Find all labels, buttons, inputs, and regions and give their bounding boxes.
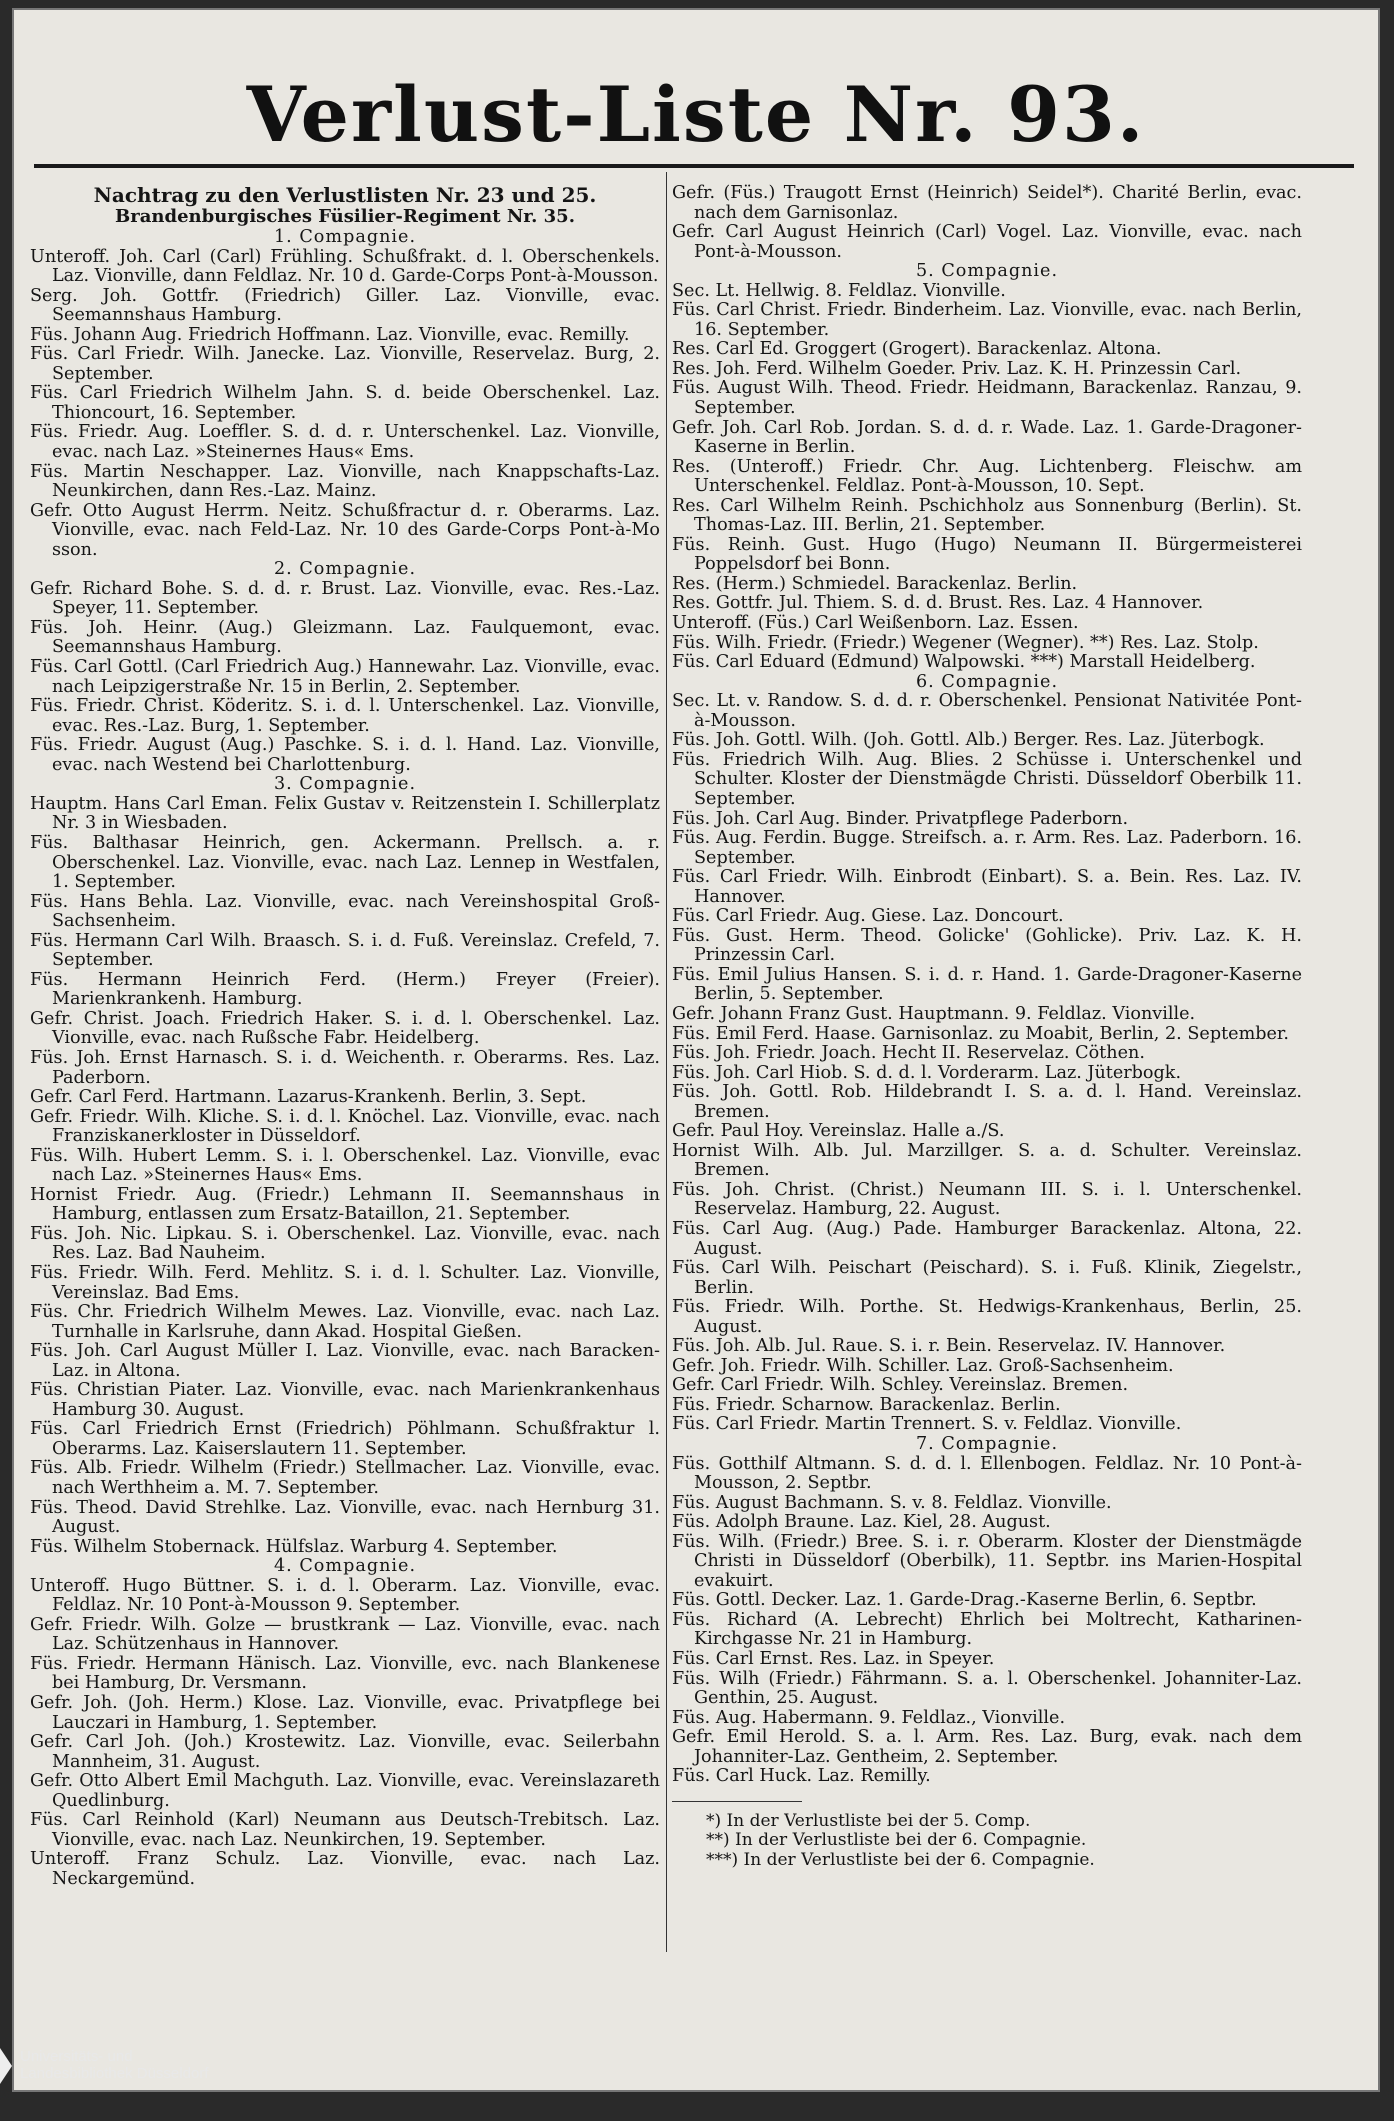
casualty-entry: Füs. Wilh. Friedr. (Friedr.) Wegener (Wegner). **) Res. Laz. Stolp. — [672, 632, 1259, 653]
casualty-entry: Gefr. Friedr. Wilh. Kliche. S. i. d. l. Knöchel. Laz. Vionville, evac. nach Franziskanerkloster in Düsseldorf. — [30, 1106, 660, 1147]
casualty-entry: Gefr. Joh. Carl Rob. Jordan. S. d. d. r. Wade. Laz. 1. Garde-Dragoner-Kaserne in Berlin. — [672, 417, 1302, 458]
casualty-entry: Füs. Hans Behla. Laz. Vionville, evac. nach Vereinshospital Groß-Sachsenheim. — [30, 891, 660, 932]
casualty-entry: Füs. Friedr. Scharnow. Barackenlaz. Berlin. — [672, 1394, 1061, 1415]
casualty-entry: Res. (Herm.) Schmiedel. Barackenlaz. Berlin. — [672, 573, 1078, 594]
casualty-entry: Füs. Balthasar Heinrich, gen. Ackermann. Prellsch. a. r. Oberschenkel. Laz. Vionville, evac. nach Laz. Lennep in Westfalen, 1. September. — [30, 832, 660, 893]
casualty-entry: Gefr. Carl Friedr. Wilh. Schley. Vereinslaz. Bremen. — [672, 1375, 1129, 1396]
casualty-entry: Füs. Carl Friedr. Aug. Giese. Laz. Doncourt. — [672, 906, 1064, 927]
casualty-entry: Füs. Theod. David Strehlke. Laz. Vionville, evac. nach Hernburg 31. August. — [30, 1497, 660, 1538]
casualty-entry: Füs. August Bachmann. S. v. 8. Feldlaz. Vionville. — [672, 1492, 1112, 1513]
casualty-entry: Gefr. (Füs.) Traugott Ernst (Heinrich) Seidel*). Charité Berlin, evac. nach dem Garnisonlaz. — [672, 183, 1302, 223]
casualty-entry: Gefr. Carl August Heinrich (Carl) Vogel. Laz. Vionville, evac. nach Pont-à-Mousson. — [672, 222, 1302, 262]
company-heading: 2. Compagnie. — [273, 559, 417, 580]
casualty-entry: Füs. Wilhelm Stobernack. Hülfslaz. Warburg 4. September. — [30, 1536, 558, 1557]
casualty-entry: Füs. Adolph Braune. Laz. Kiel, 28. August. — [672, 1512, 1051, 1533]
casualty-entry: Gefr. Joh. Friedr. Wilh. Schiller. Laz. Groß-Sachsenheim. — [672, 1355, 1174, 1376]
casualty-entry: Füs. Emil Julius Hansen. S. i. d. r. Hand. 1. Garde-Dragoner-Kaserne Berlin, 5. September. — [672, 964, 1302, 1005]
casualty-entry: Gefr. Friedr. Wilh. Golze — brustkrank — Laz. Vionville, evac. nach Laz. Schützenhaus in Hannover. — [30, 1614, 660, 1655]
footnote: **) In der Verlustliste bei der 6. Compagnie. — [706, 1830, 1087, 1851]
company-heading: 5. Compagnie. — [915, 261, 1059, 282]
stamp-line-1: Universitäts- und — [20, 2048, 133, 2065]
casualty-entry: Füs. Hermann Heinrich Ferd. (Herm.) Freyer (Freier). Marienkrankenh. Hamburg. — [30, 969, 660, 1010]
casualty-entry: Gefr. Carl Joh. (Joh.) Krostewitz. Laz. Vionville, evac. Seilerbahn Mannheim, 31. August. — [30, 1732, 660, 1772]
casualty-entry: Füs. Joh. Heinr. (Aug.) Gleizmann. Laz. Faulquemont, evac. Seemannshaus Hamburg. — [30, 617, 660, 658]
casualty-entry: Füs. Friedrich Wilh. Aug. Blies. 2 Schüsse i. Unterschenkel und Schulter. Kloster der Dienstmägde Christi. Düsseldorf Oberbilk 11. September. — [672, 749, 1302, 809]
company-heading: 4. Compagnie. — [273, 1556, 417, 1577]
casualty-entry: Füs. August Wilh. Theod. Friedr. Heidmann, Barackenlaz. Ranzau, 9. September. — [672, 378, 1302, 419]
casualty-entry: Res. Joh. Ferd. Wilhelm Goeder. Priv. Laz. K. H. Prinzessin Carl. — [672, 358, 1242, 379]
library-logo-icon — [0, 2048, 12, 2084]
casualty-entry: Füs. Carl Gottl. (Carl Friedrich Aug.) Hannewahr. Laz. Vionville, evac. nach Leipzigerstraße Nr. 15 in Berlin, 2. September. — [30, 657, 660, 697]
casualty-entry: Füs. Wilh. (Friedr.) Bree. S. i. r. Oberarm. Kloster der Dienstmägde Christi in Düsseldorf (Oberbilk), 11. Septbr. ins Marien-Hospital evakuirt. — [672, 1531, 1302, 1591]
right-column — [672, 184, 1302, 1870]
footnotes — [672, 1812, 1302, 1871]
right-entries — [672, 184, 1302, 1787]
casualty-entry: Füs. Joh. Carl Hiob. S. d. d. l. Vorderarm. Laz. Jüterbogk. — [672, 1062, 1182, 1083]
casualty-entry: Füs. Carl Huck. Laz. Remilly. — [672, 1766, 931, 1787]
section-heading: Nachtrag zu den Verlustlisten Nr. 23 und 25. — [93, 183, 597, 207]
casualty-entry: Füs. Joh. Friedr. Joach. Hecht II. Reservelaz. Cöthen. — [672, 1043, 1145, 1064]
casualty-entry: Füs. Martin Neschapper. Laz. Vionville, nach Knappschafts-Laz. Neunkirchen, dann Res.-Laz. Mainz. — [30, 461, 660, 502]
footnote-rule — [672, 1801, 802, 1802]
casualty-entry: Füs. Joh. Gottl. Rob. Hildebrandt I. S. a. d. l. Hand. Vereinslaz. Bremen. — [672, 1082, 1302, 1122]
casualty-entry: Füs. Aug. Habermann. 9. Feldlaz., Vionville. — [672, 1707, 1066, 1728]
casualty-entry: Füs. Gust. Herm. Theod. Golicke' (Gohlicke). Priv. Laz. K. H. Prinzessin Carl. — [672, 925, 1302, 966]
casualty-entry: Hauptm. Hans Carl Eman. Felix Gustav v. Reitzenstein I. Schillerplatz Nr. 3 in Wiesbaden. — [30, 793, 660, 834]
casualty-entry: Füs. Friedr. Christ. Köderitz. S. i. d. l. Unterschenkel. Laz. Vionville, evac. Res.-Laz. Burg, 1. September. — [30, 696, 660, 736]
company-heading: 1. Compagnie. — [273, 227, 417, 247]
casualty-entry: Füs. Gottl. Decker. Laz. 1. Garde-Drag.-Kaserne Berlin, 6. Septbr. — [672, 1590, 1257, 1611]
casualty-entry: Füs. Johann Aug. Friedrich Hoffmann. Laz. Vionville, evac. Remilly. — [30, 324, 630, 345]
casualty-entry: Füs. Friedr. Hermann Hänisch. Laz. Vionville, evc. nach Blankenese bei Hamburg, Dr. Versmann. — [30, 1653, 660, 1694]
casualty-entry: Gefr. Paul Hoy. Vereinslaz. Halle a./S. — [672, 1121, 1005, 1142]
casualty-entry: Füs. Carl Wilh. Peischart (Peischard). S. i. Fuß. Klinik, Ziegelstr., Berlin. — [672, 1258, 1302, 1298]
casualty-entry: Gefr. Richard Bohe. S. d. d. r. Brust. Laz. Vionville, evac. Res.-Laz. Speyer, 11. September. — [30, 578, 660, 619]
casualty-entry: Unteroff. Joh. Carl (Carl) Frühling. Schußfrakt. d. l. Oberschenkels. Laz. Vionville, dann Feldlaz. Nr. 10 d. Garde-Corps Pont-à-Mousson. — [30, 246, 660, 287]
casualty-entry: Füs. Aug. Ferdin. Bugge. Streifsch. a. r. Arm. Res. Laz. Paderborn. 16. September. — [672, 828, 1302, 868]
stamp-line-2: Landesbibliothek Düsseldorf — [20, 2065, 209, 2082]
casualty-entry: Füs. Chr. Friedrich Wilhelm Mewes. Laz. Vionville, evac. nach Laz. Turnhalle in Karlsruhe, dann Akad. Hospital Gießen. — [30, 1302, 660, 1342]
casualty-entry: Gefr. Otto August Herrm. Neitz. Schußfractur d. r. Oberarms. Laz. Vionville, evac. nach Feld-Laz. Nr. 10 des Garde-Corps Pont-à-Mo sson. — [30, 500, 660, 560]
footnote: ***) In der Verlustliste bei der 6. Compagnie. — [706, 1849, 1095, 1870]
column-divider — [666, 172, 667, 1952]
casualty-entry: Res. (Unteroff.) Friedr. Chr. Aug. Lichtenberg. Fleischw. am Unterschenkel. Feldlaz. Pont-à-Mousson, 10. Sept. — [672, 456, 1302, 497]
company-heading: 6. Compagnie. — [915, 671, 1059, 692]
casualty-entry: Serg. Joh. Gottfr. (Friedrich) Giller. Laz. Vionville, evac. Seemannshaus Hamburg. — [30, 285, 660, 326]
casualty-entry: Füs. Carl Reinhold (Karl) Neumann aus Deutsch-Trebitsch. Laz. Vionville, evac. nach Laz. Neunkirchen, 19. September. — [30, 1810, 660, 1850]
casualty-entry: Res. Gottfr. Jul. Thiem. S. d. d. Brust. Res. Laz. 4 Hannover. — [672, 593, 1204, 614]
casualty-entry: Unteroff. Franz Schulz. Laz. Vionville, evac. nach Laz. Neckargemünd. — [30, 1849, 660, 1889]
casualty-entry: Füs. Reinh. Gust. Hugo (Hugo) Neumann II. Bürgermeisterei Poppelsdorf bei Bonn. — [672, 534, 1302, 575]
casualty-entry: Füs. Carl Eduard (Edmund) Walpowski. ***) Marstall Heidelberg. — [672, 652, 1256, 673]
casualty-entry: Gefr. Johann Franz Gust. Hauptmann. 9. Feldlaz. Vionville. — [672, 1003, 1196, 1024]
casualty-entry: Füs. Hermann Carl Wilh. Braasch. S. i. d. Fuß. Vereinslaz. Crefeld, 7. September. — [30, 930, 660, 971]
casualty-entry: Gefr. Emil Herold. S. a. l. Arm. Res. Laz. Burg, evak. nach dem Johanniter-Laz. Gentheim, 2. September. — [672, 1727, 1302, 1767]
casualty-entry: Füs. Carl Aug. (Aug.) Pade. Hamburger Barackenlaz. Altona, 22. August. — [672, 1218, 1302, 1259]
library-stamp — [0, 2048, 208, 2084]
left-entries — [30, 228, 660, 1889]
casualty-entry: Sec. Lt. Hellwig. 8. Feldlaz. Vionville. — [672, 280, 1006, 301]
casualty-entry: Sec. Lt. v. Randow. S. d. d. r. Oberschenkel. Pensionat Nativitée Pont-à-Mousson. — [672, 691, 1302, 731]
casualty-entry: Füs. Friedr. August (Aug.) Paschke. S. i. d. l. Hand. Laz. Vionville, evac. nach Westend bei Charlottenburg. — [30, 735, 660, 775]
company-heading: 3. Compagnie. — [273, 774, 417, 795]
company-heading: 7. Compagnie. — [915, 1434, 1059, 1454]
regiment-heading: Brandenburgisches Füsilier-Regiment Nr. 35. — [115, 206, 575, 227]
casualty-entry: Füs. Joh. Carl Aug. Binder. Privatpflege Paderborn. — [672, 808, 1129, 829]
newspaper-page — [12, 8, 1380, 2092]
casualty-entry: Füs. Joh. Christ. (Christ.) Neumann III. S. i. l. Unterschenkel. Reservelaz. Hamburg, 22. August. — [672, 1179, 1302, 1220]
casualty-entry: Füs. Wilh. Hubert Lemm. S. i. l. Oberschenkel. Laz. Vionville, evac nach Laz. »Steinernes Haus« Ems. — [30, 1145, 660, 1186]
casualty-entry: Füs. Carl Ernst. Res. Laz. in Speyer. — [672, 1649, 995, 1670]
casualty-entry: Res. Carl Ed. Groggert (Grogert). Barackenlaz. Altona. — [672, 339, 1162, 360]
casualty-entry: Füs. Joh. Carl August Müller I. Laz. Vionville, evac. nach Baracken-Laz. in Altona. — [30, 1341, 660, 1381]
casualty-entry: Gefr. Christ. Joach. Friedrich Haker. S. i. d. l. Oberschenkel. Laz. Vionville, evac. nach Rußsche Fabr. Heidelberg. — [30, 1008, 660, 1049]
title-rule — [34, 164, 1354, 168]
casualty-entry: Füs. Christian Piater. Laz. Vionville, evac. nach Marienkrankenhaus Hamburg 30. August. — [30, 1380, 660, 1420]
casualty-entry: Füs. Joh. Ernst Harnasch. S. i. d. Weichenth. r. Oberarms. Res. Laz. Paderborn. — [30, 1047, 660, 1088]
casualty-entry: Füs. Joh. Nic. Lipkau. S. i. Oberschenkel. Laz. Vionville, evac. nach Res. Laz. Bad Nauheim. — [30, 1223, 660, 1264]
casualty-entry: Hornist Wilh. Alb. Jul. Marzillger. S. a. d. Schulter. Vereinslaz. Bremen. — [672, 1140, 1302, 1181]
casualty-entry: Füs. Alb. Friedr. Wilhelm (Friedr.) Stellmacher. Laz. Vionville, evac. nach Werthheim a. M. 7. September. — [30, 1458, 660, 1498]
casualty-entry: Gefr. Joh. (Joh. Herm.) Klose. Laz. Vionville, evac. Privatpflege bei Lauczari in Hamburg, 1. September. — [30, 1693, 660, 1733]
casualty-entry: Füs. Gotthilf Altmann. S. d. d. l. Ellenbogen. Feldlaz. Nr. 10 Pont-à-Mousson, 2. Septbr. — [672, 1453, 1302, 1494]
casualty-entry: Füs. Carl Friedr. Wilh. Einbrodt (Einbart). S. a. Bein. Res. Laz. IV. Hannover. — [672, 867, 1302, 907]
casualty-entry: Füs. Carl Friedr. Martin Trennert. S. v. Feldlaz. Vionville. — [672, 1414, 1182, 1435]
casualty-entry: Füs. Friedr. Aug. Loeffler. S. d. d. r. Unterschenkel. Laz. Vionville, evac. nach Laz. »Steinernes Haus« Ems. — [30, 422, 660, 463]
casualty-entry: Füs. Friedr. Wilh. Ferd. Mehlitz. S. i. d. l. Schulter. Laz. Vionville, Vereinslaz. Bad Ems. — [30, 1262, 660, 1303]
casualty-entry: Füs. Carl Friedr. Wilh. Janecke. Laz. Vionville, Reservelaz. Burg, 2. September. — [30, 344, 660, 384]
casualty-entry: Füs. Richard (A. Lebrecht) Ehrlich bei Moltrecht, Katharinen-Kirchgasse Nr. 21 in Hamburg. — [672, 1609, 1302, 1650]
casualty-entry: Füs. Wilh (Friedr.) Fährmann. S. a. l. Oberschenkel. Johanniter-Laz. Genthin, 25. August. — [672, 1668, 1302, 1709]
casualty-entry: Unteroff. Hugo Büttner. S. i. d. l. Oberarm. Laz. Vionville, evac. Feldlaz. Nr. 10 Pont-à-Mousson 9. September. — [30, 1575, 660, 1616]
casualty-entry: Füs. Joh. Alb. Jul. Raue. S. i. r. Bein. Reservelaz. IV. Hannover. — [672, 1336, 1226, 1357]
casualty-entry: Unteroff. (Füs.) Carl Weißenborn. Laz. Essen. — [672, 613, 1079, 634]
casualty-entry: Füs. Emil Ferd. Haase. Garnisonlaz. zu Moabit, Berlin, 2. September. — [672, 1023, 1289, 1044]
casualty-entry: Füs. Carl Friedrich Ernst (Friedrich) Pöhlmann. Schußfraktur l. Oberarms. Laz. Kaiserslautern 11. September. — [30, 1419, 660, 1459]
page-title: Verlust-Liste Nr. 93. — [246, 70, 1146, 159]
footnote: *) In der Verlustliste bei der 5. Comp. — [706, 1810, 1031, 1831]
casualty-entry: Füs. Joh. Gottl. Wilh. (Joh. Gottl. Alb.) Berger. Res. Laz. Jüterbogk. — [672, 730, 1265, 751]
casualty-entry: Füs. Friedr. Wilh. Porthe. St. Hedwigs-Krankenhaus, Berlin, 25. August. — [672, 1297, 1302, 1337]
casualty-entry: Gefr. Otto Albert Emil Machguth. Laz. Vionville, evac. Vereinslazareth Quedlinburg. — [30, 1771, 660, 1811]
casualty-entry: Füs. Carl Christ. Friedr. Binderheim. Laz. Vionville, evac. nach Berlin, 16. September. — [672, 300, 1302, 340]
casualty-entry: Res. Carl Wilhelm Reinh. Pschichholz aus Sonnenburg (Berlin). St. Thomas-Laz. III. Berlin, 21. September. — [672, 495, 1302, 536]
casualty-entry: Hornist Friedr. Aug. (Friedr.) Lehmann II. Seemannshaus in Hamburg, entlassen zum Ersatz-Bataillon, 21. September. — [30, 1184, 660, 1225]
left-column — [30, 184, 660, 1889]
casualty-entry: Füs. Carl Friedrich Wilhelm Jahn. S. d. beide Oberschenkel. Laz. Thioncourt, 16. September. — [30, 383, 660, 423]
casualty-entry: Gefr. Carl Ferd. Hartmann. Lazarus-Krankenh. Berlin, 3. Sept. — [30, 1087, 587, 1108]
